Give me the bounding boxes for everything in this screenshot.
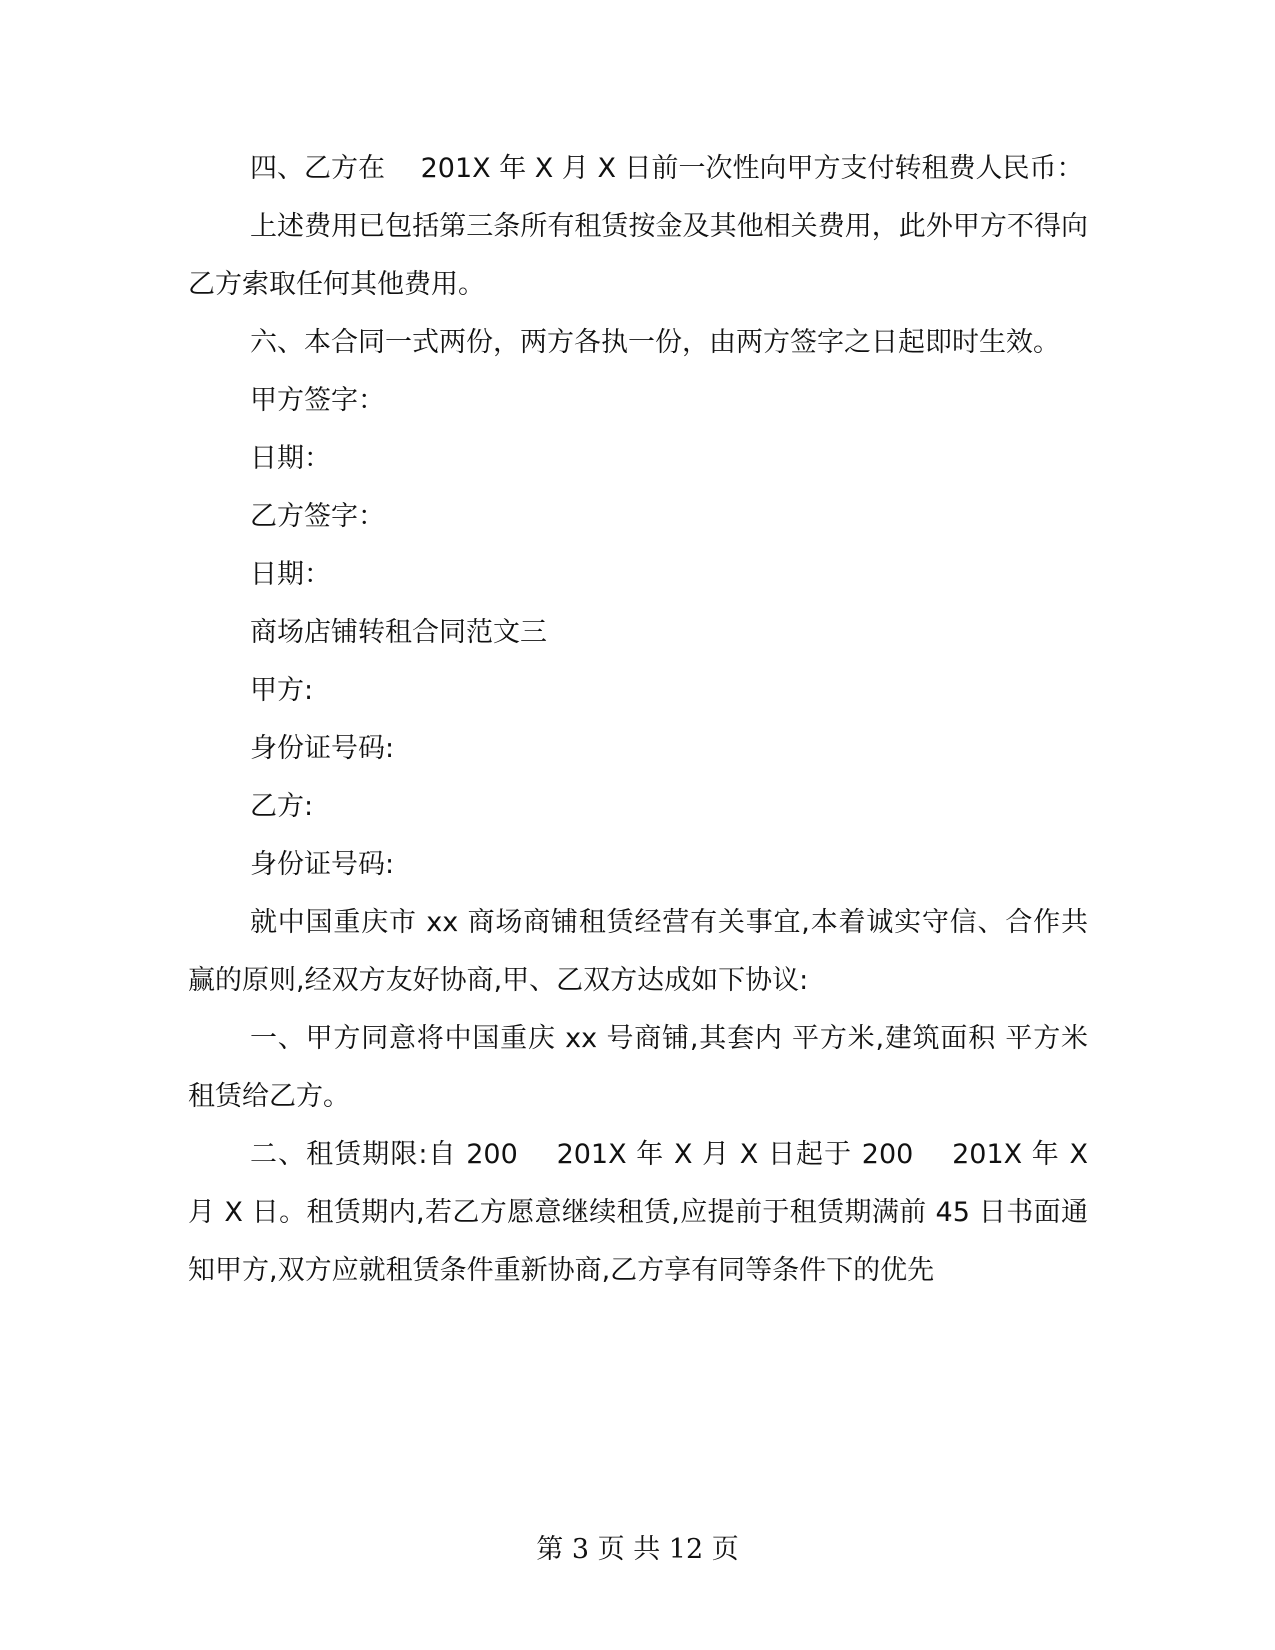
paragraph-clause-two: 二、租赁期限:自 200 201X 年 X 月 X 日起于 200 201X 年 X 月 X 日。租赁期内,若乙方愿意继续租赁,应提前于租赁期满前 45 日书面通知甲方,双方应就租赁条件重新协商,乙方享有同等条件下的优先 [188,1139,1088,1286]
party-a-id-label: 身份证号码: [250,733,395,764]
paragraph-copies: 六、本合同一式两份，两方各执一份，由两方签字之日起即时生效。 [250,327,1060,358]
party-a-signature-label: 甲方签字： [250,385,385,416]
party-b-id-label: 身份证号码: [250,849,395,880]
page-number-footer: 第 3 页 共 12 页 [536,1534,739,1565]
party-a-date-label: 日期： [250,443,331,474]
paragraph-fees-included: 上述费用已包括第三条所有租赁按金及其他相关费用，此外甲方不得向乙方索取任何其他费用。 [188,211,1088,300]
paragraph-preamble: 就中国重庆市 xx 商场商铺租赁经营有关事宜,本着诚实守信、合作共赢的原则,经双方友好协商,甲、乙双方达成如下协议: [188,907,1088,996]
paragraph-clause-one: 一、甲方同意将中国重庆 xx 号商铺,其套内 平方米,建筑面积 平方米租赁给乙方。 [188,1023,1088,1112]
paragraph-payment: 四、乙方在 201X 年 X 月 X 日前一次性向甲方支付转租费人民币： [250,153,1084,184]
section-title: 商场店铺转租合同范文三 [250,617,547,648]
document-body [188,140,1088,1300]
party-a-label: 甲方: [250,675,314,706]
party-b-date-label: 日期： [250,559,331,590]
party-b-signature-label: 乙方签字： [250,501,385,532]
party-b-label: 乙方: [250,791,314,822]
